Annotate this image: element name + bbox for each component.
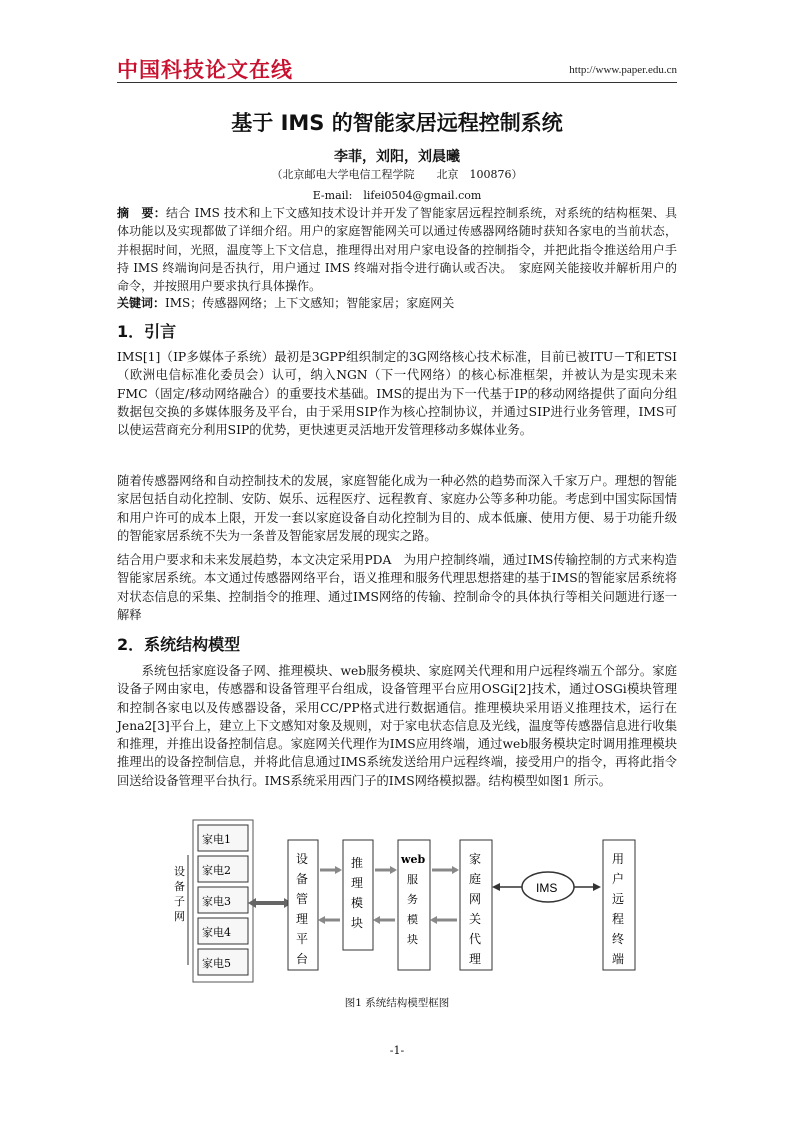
subnet-label-1: 设 [174,865,185,878]
architecture-paragraph-1: 系统包括家庭设备子网、推理模块、web服务模块、家庭网关代理和用户远程终端五个部分。家庭设备子网由家电，传感器和设备管理平台组成，设备管理平台应用OSGi[2]技术，通过OSGi模块管理和控制各家电以及传感器设备，采用CC/PP格式进行数据通信。推理模块采用语义推理技术，运行在Jena2[3]平台上，建立上下文感知对象及规则，对于家电状态信息及光线，温度等传感器信息进行收集和推理，并推出设备控制信息。家庭网关代理作为IMS应用终端，通过web服务模块定时调用推理模块推理出的设备控制信息，并将此信息通过IMS系统发送给用户远程终端，接受用户的指令，再将此指令回送给设备管理平台执行。IMS系统采用西门子的IMS网络模拟器。结构模型如图1 所示。 [117,664,677,788]
abstract-text: 结合 IMS 技术和上下文感知技术设计并开发了智能家居远程控制系统，对系统的结构框架、具体功能以及实现都做了详细介绍。用户的家庭智能网关可以通过传感器网络随时获知各家电的当前状态，并根据时间，光照，温度等上下文信息，推理得出对用户家电设备的控制指令，并把此指令推送给用户手持 IMS 终端询问是否执行，用户通过 IMS 终端对指令进行确认或否决。 家庭网关能接收并解析用户的命令，并按照用户要求执行具体操作。 [117,206,677,294]
keywords-text: IMS；传感器网络；上下文感知；智能家居；家庭网关 [165,296,455,310]
abstract-label: 摘 要： [117,206,167,220]
reasoning-label: 推理模块 [351,856,364,930]
keywords-label: 关键词： [117,296,166,310]
appliance-5: 家电5 [202,957,231,970]
appliance-2: 家电2 [202,864,231,877]
appliance-stack [193,820,253,982]
subnet-label-3: 子 [174,895,185,908]
paper-title: 基于 IMS 的智能家居远程控制系统 [231,111,563,135]
device-mgmt-label: 设备管 理平台 [296,852,309,966]
authors: 李菲，刘阳，刘晨曦 [334,149,460,165]
subnet-label-4: 网 [174,910,185,923]
abstract [117,204,677,295]
header-url[interactable]: http://www.paper.edu.cn [569,64,677,76]
affiliation: （北京邮电大学电信工程学院 北京 100876） [271,168,523,181]
figure-caption: 图1 系统结构模型框图 [344,997,450,1009]
appliance-1: 家电1 [202,833,231,846]
home-gateway-label: 家庭网 关代理 [469,852,482,966]
keywords [117,294,677,311]
intro-paragraph-1: IMS[1]（IP多媒体子系统）最初是3GPP组织制定的3G网络核心技术标准，目前已被ITU－T和ETSI（欧洲电信标准化委员会）认可，纳入NGN（下一代网络）的核心标准框架，并被认为是实现未来FMC（固定/移动网络融合）的重要技术基础。IMS的提出为下一代基于IP的移动网络提供了面向分组数据包交换的多媒体服务及平台，由于采用SIP作为核心控制协议，并通过SIP进行业务管理，IMS可以使运营商充分利用SIP的优势，更快速更灵活地开发管理移动多媒体业务。 [117,350,677,438]
architecture-diagram [160,815,660,995]
web-service-label: web 服务 模块 [401,853,426,946]
remote-terminal-label: 用户远 程终端 [612,852,625,966]
section-heading-architecture: 2．系统结构模型 [117,635,241,654]
header-rule [117,82,677,83]
page-header [117,54,677,84]
logo: 中国科技论文在线 [117,58,293,82]
intro-paragraph-2: 随着传感器网络和自动控制技术的发展，家庭智能化成为一种必然的趋势而深入千家万户。理想的智能家居包括自动化控制、安防、娱乐、远程医疗、远程教育、家庭办公等多种功能。考虑到中国实际国情和用户许可的成本上限，开发一套以家庭设备自动化控制为目的、成本低廉、使用方便、易于功能升级的智能家居系统不失为一条普及智能家居发展的现实之路。 [117,474,677,543]
ims-label: IMS [536,881,558,895]
subnet-label-2: 备 [174,880,185,893]
section-heading-intro: 1．引言 [117,322,177,341]
appliance-4: 家电4 [202,926,231,939]
email: E-mail: lifei0504@gmail.com [312,189,482,202]
page-number: -1- [389,1044,405,1057]
intro-paragraph-3: 结合用户要求和未来发展趋势，本文决定采用PDA 为用户控制终端，通过IMS传输控制的方式来构造智能家居系统。本文通过传感器网络平台，语义推理和服务代理思想搭建的基于IMS的智能家居系统将对状态信息的采集、控制指令的推理、通过IMS网络的传输、控制命令的具体执行等相关问题进行逐一解释 [117,553,677,622]
appliance-3: 家电3 [202,895,231,908]
